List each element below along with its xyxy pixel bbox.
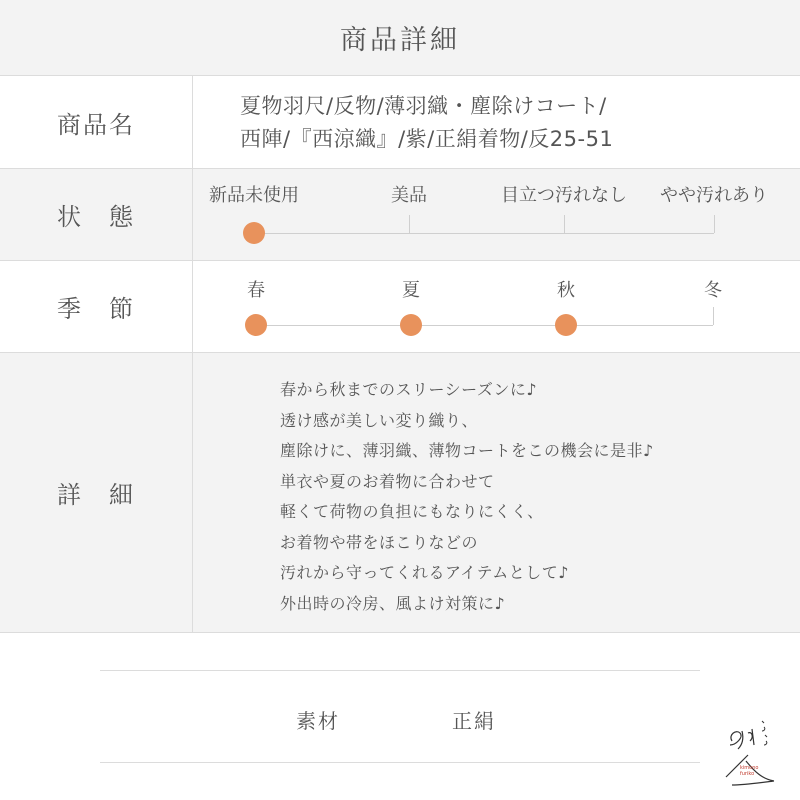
season-tick — [713, 307, 714, 325]
season-scale-line — [256, 325, 713, 326]
brand-logo-mark — [718, 715, 786, 790]
season-option: 春 — [247, 280, 265, 301]
details-line: 春から秋までのスリーシーズンに♪ — [280, 380, 538, 399]
condition-option: やや汚れあり — [660, 185, 768, 206]
details-row — [0, 353, 800, 633]
condition-selected-dot — [243, 222, 265, 244]
condition-tick — [714, 215, 715, 233]
season-option: 秋 — [557, 280, 575, 301]
condition-option: 目立つ汚れなし — [501, 185, 627, 206]
product-name-line: 西陣/『西涼織』/紫/正絹着物/反25-51 — [240, 127, 614, 151]
details-line: 単衣や夏のお着物に合わせて — [280, 471, 495, 491]
season-selected-dot — [555, 314, 577, 336]
material-top-divider — [100, 670, 700, 671]
product-name-label: 商品名 — [0, 76, 193, 168]
details-text — [280, 375, 654, 619]
details-line: 軽くて荷物の負担にもなりにくく、 — [280, 502, 544, 521]
season-selected-dot — [245, 314, 267, 336]
material-value: 正絹 — [452, 709, 496, 733]
details-label: 詳 細 — [0, 353, 193, 632]
season-option: 夏 — [402, 280, 420, 301]
condition-scale-line — [254, 233, 714, 234]
condition-row — [0, 169, 800, 261]
svg-text:furiko: furiko — [740, 771, 755, 777]
material-label: 素材 — [296, 709, 340, 733]
condition-option: 新品未使用 — [209, 185, 299, 206]
product-name-row — [0, 76, 800, 169]
details-line: 塵除けに、薄羽織、薄物コートをこの機会に是非♪ — [280, 441, 654, 460]
season-option: 冬 — [704, 280, 722, 301]
page-title: 商品詳細 — [0, 0, 800, 76]
condition-label: 状 態 — [0, 169, 193, 260]
product-name-value — [240, 90, 613, 156]
material-bottom-divider — [100, 762, 700, 763]
brand-logo — [718, 715, 786, 790]
details-line: 汚れから守ってくれるアイテムとして♪ — [280, 563, 569, 582]
details-line: 外出時の冷房、風よけ対策に♪ — [280, 593, 506, 613]
product-name-line: 夏物羽尺/反物/薄羽織・塵除けコート/ — [240, 94, 607, 118]
condition-tick — [409, 215, 410, 233]
condition-option: 美品 — [391, 185, 427, 206]
details-line: 透け感が美しい変り織り、 — [280, 410, 479, 430]
season-selected-dot — [400, 314, 422, 336]
season-label: 季 節 — [0, 261, 193, 352]
condition-tick — [564, 215, 565, 233]
season-row — [0, 261, 800, 353]
brand-logo-text: kimono — [740, 765, 759, 771]
details-line: お着物や帯をほこりなどの — [280, 532, 479, 552]
